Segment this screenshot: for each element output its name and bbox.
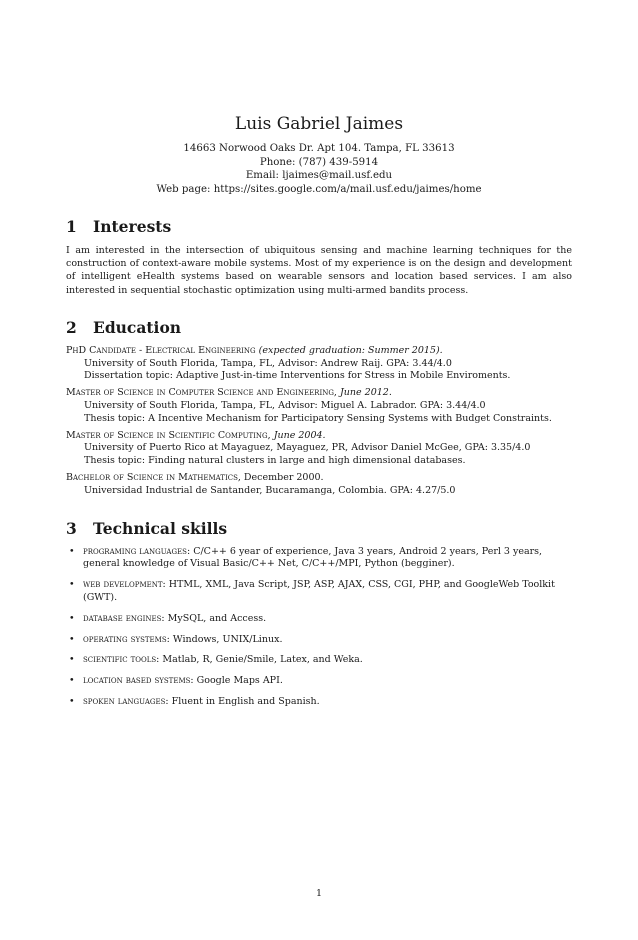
degree-date: (expected graduation: Summer 2015). <box>258 344 443 356</box>
skills-list <box>66 546 572 709</box>
webpage: Web page: https://sites.google.com/a/mail.usf.edu/jaimes/home <box>156 183 482 195</box>
education-entry <box>66 387 572 425</box>
degree-date: December 2000. <box>243 471 324 483</box>
skill-label: operating systems: <box>83 633 170 645</box>
section-heading <box>66 218 572 236</box>
skill-item <box>66 654 572 667</box>
section-heading <box>66 520 572 538</box>
skill-text: MySQL, and Access. <box>167 612 267 624</box>
cv-page <box>0 114 638 940</box>
degree-institution: Universidad Industrial de Santander, Bucaramanga, Colombia. GPA: 4.27/5.0 <box>84 484 456 496</box>
skill-item <box>66 579 572 605</box>
degree-title: PhD Candidate - Electrical Engineering <box>66 344 256 356</box>
degree-title: Master of Science in Computer Science and Engineering, <box>66 387 337 399</box>
skill-text: Fluent in English and Spanish. <box>171 695 320 707</box>
section-number: 1 <box>66 217 77 236</box>
bullet-icon: • <box>69 612 75 624</box>
education-entry <box>66 430 572 468</box>
degree-institution: University of South Florida, Tampa, FL, Advisor: Andrew Raij. GPA: 3.44/4.0 <box>84 357 452 369</box>
degree-topic: Dissertation topic: Adaptive Just-in-time Interventions for Stress in Mobile Enviroments. <box>84 370 511 382</box>
person-name: Luis Gabriel Jaimes <box>234 114 404 134</box>
interests-section <box>66 218 572 297</box>
degree-institution: University of South Florida, Tampa, FL, Advisor: Miguel A. Labrador. GPA: 3.44/4.0 <box>84 400 486 411</box>
degree-date: June 2004. <box>273 429 326 441</box>
degree-title: Master of Science in Scientific Computing, <box>66 429 271 441</box>
skill-text: HTML, XML, Java Script, JSP, ASP, AJAX, CSS, CGI, PHP, and GoogleWeb Toolkit (GWT). <box>83 579 555 603</box>
bullet-icon: • <box>69 675 75 687</box>
section-number: 3 <box>66 518 77 538</box>
bullet-icon: • <box>69 654 75 666</box>
interests-text: I am interested in the intersection of ubiquitous sensing and machine learning techniques for the construction of context-aware mobile systems. Most of my experience is on the design and development of intelligent eHealth systems based on wearable sensors and location based services. I am also interested in sequential stochastic optimization using multi-armed bandits process. <box>66 245 572 296</box>
skill-text: Matlab, R, Genie/Smile, Latex, and Weka. <box>162 654 363 666</box>
section-title: Interests <box>93 217 172 236</box>
address: 14663 Norwood Oaks Dr. Apt 104. Tampa, FL 33613 <box>183 143 455 154</box>
skill-label: spoken languages: <box>83 695 169 707</box>
degree-institution: University of Puerto Rico at Mayaguez, Mayaguez, PR, Advisor Daniel McGee, GPA: 3.35/4.0 <box>84 442 531 454</box>
skill-text: Windows, UNIX/Linux. <box>172 633 283 645</box>
bullet-icon: • <box>69 579 75 591</box>
cv-header <box>66 114 572 196</box>
skill-item <box>66 613 572 626</box>
skills-section <box>66 520 572 709</box>
education-entry <box>66 472 572 498</box>
education-entry <box>66 345 572 383</box>
skill-label: database engines: <box>83 612 165 624</box>
page-number: 1 <box>315 888 323 899</box>
skill-item <box>66 675 572 688</box>
bullet-icon: • <box>69 633 75 645</box>
skill-item <box>66 696 572 709</box>
bullet-icon: • <box>69 545 75 557</box>
section-title: Education <box>93 317 182 337</box>
section-heading <box>66 319 572 337</box>
section-number: 2 <box>66 317 77 337</box>
skill-text: C/C++ 6 year of experience, Java 3 years, Android 2 years, Perl 3 years, general knowledge of Visual Basic/C++ Net, C/C++/MPI, Python (begginer). <box>83 545 543 570</box>
section-title: Technical skills <box>93 518 228 538</box>
skill-item <box>66 546 572 572</box>
skill-label: web development: <box>83 579 166 591</box>
degree-topic: Thesis topic: Finding natural clusters in large and high dimensional databases. <box>84 455 466 467</box>
degree-topic: Thesis topic: A Incentive Mechanism for Participatory Sensing Systems with Budget Constraints. <box>84 412 552 424</box>
skill-label: location based systems: <box>83 675 194 687</box>
email: Email: ljaimes@mail.usf.edu <box>245 170 393 181</box>
skill-item <box>66 634 572 647</box>
degree-title: Bachelor of Science in Mathematics, <box>66 471 241 483</box>
degree-date: June 2012. <box>339 387 392 399</box>
bullet-icon: • <box>69 695 75 707</box>
skill-label: scientific tools: <box>83 654 160 666</box>
phone: Phone: (787) 439-5914 <box>259 156 379 168</box>
skill-text: Google Maps API. <box>196 675 283 687</box>
skill-label: programing languages: <box>83 545 191 557</box>
education-section <box>66 319 572 498</box>
